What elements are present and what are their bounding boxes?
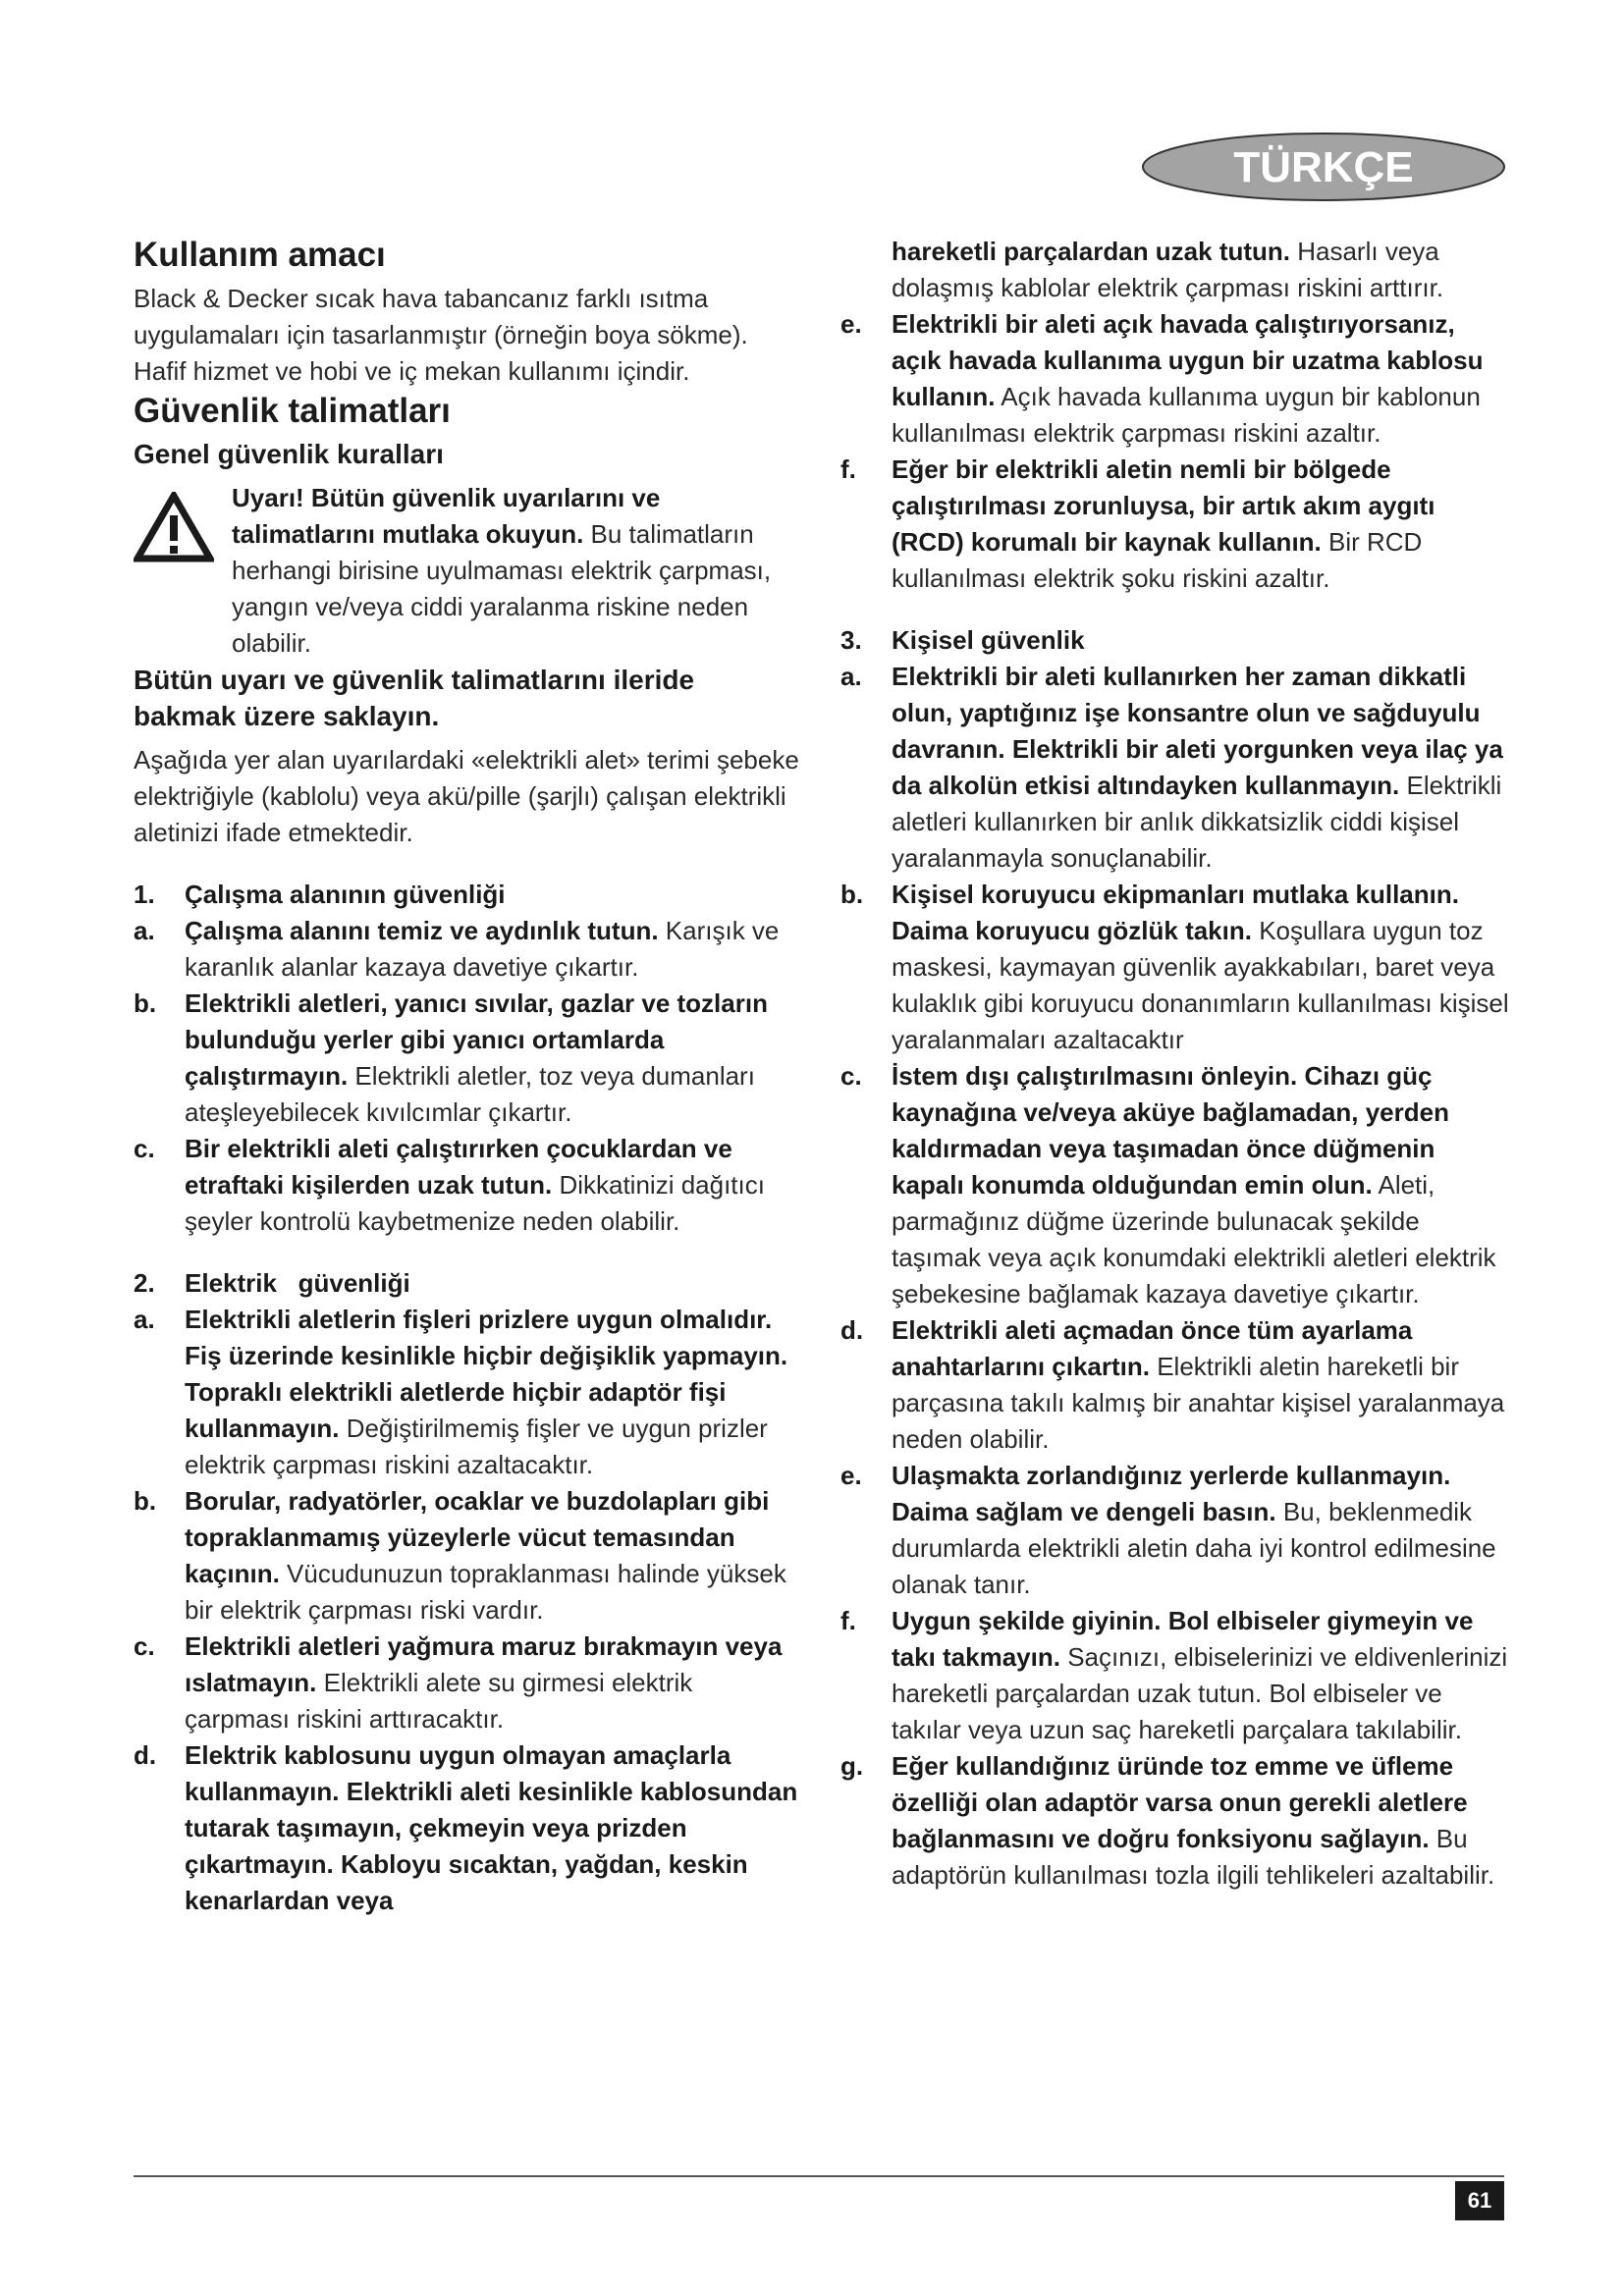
section-1-heading: 1. Çalışma alanının güvenliği bbox=[134, 880, 506, 909]
warning-block bbox=[134, 480, 803, 662]
section-2-items-continued bbox=[840, 306, 1510, 597]
keep-instructions-title: Bütün uyarı ve güvenlik talimatlarını ileride bakmak üzere saklayın. bbox=[134, 665, 695, 731]
list-item: f. Uygun şekilde giyinin. Bol elbiseler giymeyin ve takı takmayın. Saçınızı, elbiselerinizi ve eldivenlerinizi hareketli parçalardan uzak tutun. Bol elbiseler ve takılar veya uzun saç hareketli parçalara takılabilir. bbox=[840, 1606, 1508, 1744]
list-item: a. Çalışma alanını temiz ve aydınlık tutun. Karışık ve karanlık alanlar kazaya davetiye çıkartır. bbox=[134, 916, 780, 982]
section-3-items bbox=[840, 659, 1510, 1894]
page-number: 61 bbox=[1455, 2181, 1504, 2220]
warning-triangle-icon bbox=[134, 492, 214, 562]
list-item: b. Borular, radyatörler, ocaklar ve buzdolapları gibi topraklanmamış yüzeylerle vücut temasından kaçının. Vücudunuzun topraklanması halinde yüksek bir elektrik çarpması riski vardır. bbox=[134, 1486, 786, 1625]
term-definition: Aşağıda yer alan uyarılardaki «elektrikli alet» terimi şebeke elektriğiyle (kablolu) veya akü/pille (şarjlı) çalışan elektrikli aletinizi ifade etmektedir. bbox=[134, 745, 799, 847]
continued-text: hareketli parçalardan uzak tutun. Hasarlı veya dolaşmış kablolar elektrik çarpması riskini arttırır. bbox=[892, 237, 1444, 302]
section-2-items bbox=[134, 1302, 803, 1919]
list-item: a. Elektrikli bir aleti kullanırken her zaman dikkatli olun, yaptığınız işe konsantre olun ve sağduyulu davranın. Elektrikli bir aleti yorgunken veya ilaç ya da alkolün etkisi altındayken kullanmayın. Elektrikli aletleri kullanırken bir anlık dikkatsizlik ciddi kişisel yaralanmayla sonuçlanabilir. bbox=[840, 662, 1503, 873]
language-tab bbox=[1139, 130, 1508, 204]
footer-divider bbox=[134, 2175, 1504, 2177]
list-item: f. Eğer bir elektrikli aletin nemli bir bölgede çalıştırılması zorunluysa, bir artık akım aygıtı (RCD) korumalı bir kaynak kullanın. Bir RCD kullanılması elektrik şoku riskini azaltır. bbox=[840, 454, 1435, 593]
list-item: a. Elektrikli aletlerin fişleri prizlere uygun olmalıdır. Fiş üzerinde kesinlikle hiçbir değişiklik yapmayın. Topraklı elektrikli aletlerde hiçbir adaptör fişi kullanmayın. Değiştirilmemiş fişler ve uygun prizler elektrik çarpması riskini azaltacaktır. bbox=[134, 1305, 788, 1479]
left-column bbox=[134, 234, 803, 1919]
intended-use-title: Kullanım amacı bbox=[134, 236, 386, 274]
section-3-heading: 3. Kişisel güvenlik bbox=[840, 625, 1085, 655]
safety-title: Güvenlik talimatları bbox=[134, 392, 451, 430]
general-safety-title: Genel güvenlik kuralları bbox=[134, 439, 444, 469]
list-item: c. Elektrikli aletleri yağmura maruz bırakmayın veya ıslatmayın. Elektrikli alete su girmesi elektrik çarpması riskini arttıracaktır. bbox=[134, 1631, 783, 1734]
section-1-items bbox=[134, 913, 803, 1240]
warning-text: Uyarı! Bütün güvenlik uyarılarını ve talimatlarını mutlaka okuyun. Bu talimatların herhangi birisine uyulmaması elektrik çarpması, yangın ve/veya ciddi yaralanma riskine neden olabilir. bbox=[232, 483, 772, 658]
list-item: e. Ulaşmakta zorlandığınız yerlerde kullanmayın. Daima sağlam ve dengeli basın. Bu, beklenmedik durumlarda elektrikli aletin daha iyi kontrol edilmesine olanak tanır. bbox=[840, 1461, 1496, 1599]
list-item: e. Elektrikli bir aleti açık havada çalıştırıyorsanız, açık havada kullanıma uygun bir uzatma kablosu kullanın. Açık havada kullanıma uygun bir kablonun kullanılması elektrik çarpması riskini azaltır. bbox=[840, 309, 1484, 448]
language-label: TÜRKÇE bbox=[1233, 143, 1414, 191]
list-item: g. Eğer kullandığınız üründe toz emme ve üfleme özelliği olan adaptör varsa onun gerekli aletlere bağlanmasını ve doğru fonksiyonu sağlayın. Bu adaptörün kullanılması tozla ilgili tehlikeleri azaltabilir. bbox=[840, 1751, 1495, 1890]
list-item: d. Elektrik kablosunu uygun olmayan amaçlarla kullanmayın. Elektrikli aleti kesinlikle kablosundan tutarak taşımayın, çekmeyin veya prizden çıkartmayın. Kabloyu sıcaktan, yağdan, keskin kenarlardan veya bbox=[134, 1740, 798, 1915]
intended-use-body: Black & Decker sıcak hava tabancanız farklı ısıtma uygulamaları için tasarlanmıştır (örneğin boya sökme). Hafif hizmet ve hobi ve iç mekan kullanımı içindir. bbox=[134, 284, 748, 386]
right-column bbox=[840, 234, 1510, 1894]
list-item: d. Elektrikli aleti açmadan önce tüm ayarlama anahtarlarını çıkartın. Elektrikli aletin hareketli bir parçasına takılı kalmış bir anahtar kişisel yaralanmaya neden olabilir. bbox=[840, 1315, 1505, 1454]
list-item: c. Bir elektrikli aleti çalıştırırken çocuklardan ve etraftaki kişilerden uzak tutun. Dikkatinizi dağıtıcı şeyler kontrolü kaybetmenize neden olabilir. bbox=[134, 1134, 765, 1236]
section-2-heading: 2. Elektrik güvenliği bbox=[134, 1268, 410, 1298]
list-item: c. İstem dışı çalıştırılmasını önleyin. Cihazı güç kaynağına ve/veya aküye bağlamadan, yerden kaldırmadan veya taşımadan önce düğmenin kapalı konumda olduğundan emin olun. Aleti, parmağınız düğme üzerinde bulunacak şekilde taşımak veya açık konumdaki elektrikli aletleri elektrik şebekesine bağlamak kazaya davetiye çıkartır. bbox=[840, 1061, 1496, 1308]
list-item: b. Kişisel koruyucu ekipmanları mutlaka kullanın. Daima koruyucu gözlük takın. Koşullara uygun toz maskesi, kaymayan güvenlik ayakkabıları, baret veya kulaklık gibi koruyucu donanımların kullanılması kişisel yaralanmaları azaltacaktır bbox=[840, 880, 1509, 1054]
list-item: b. Elektrikli aletleri, yanıcı sıvılar, gazlar ve tozların bulunduğu yerler gibi yanıcı ortamlarda çalıştırmayın. Elektrikli aletler, toz veya dumanları ateşleyebilecek kıvılcımlar çıkartır. bbox=[134, 988, 768, 1127]
